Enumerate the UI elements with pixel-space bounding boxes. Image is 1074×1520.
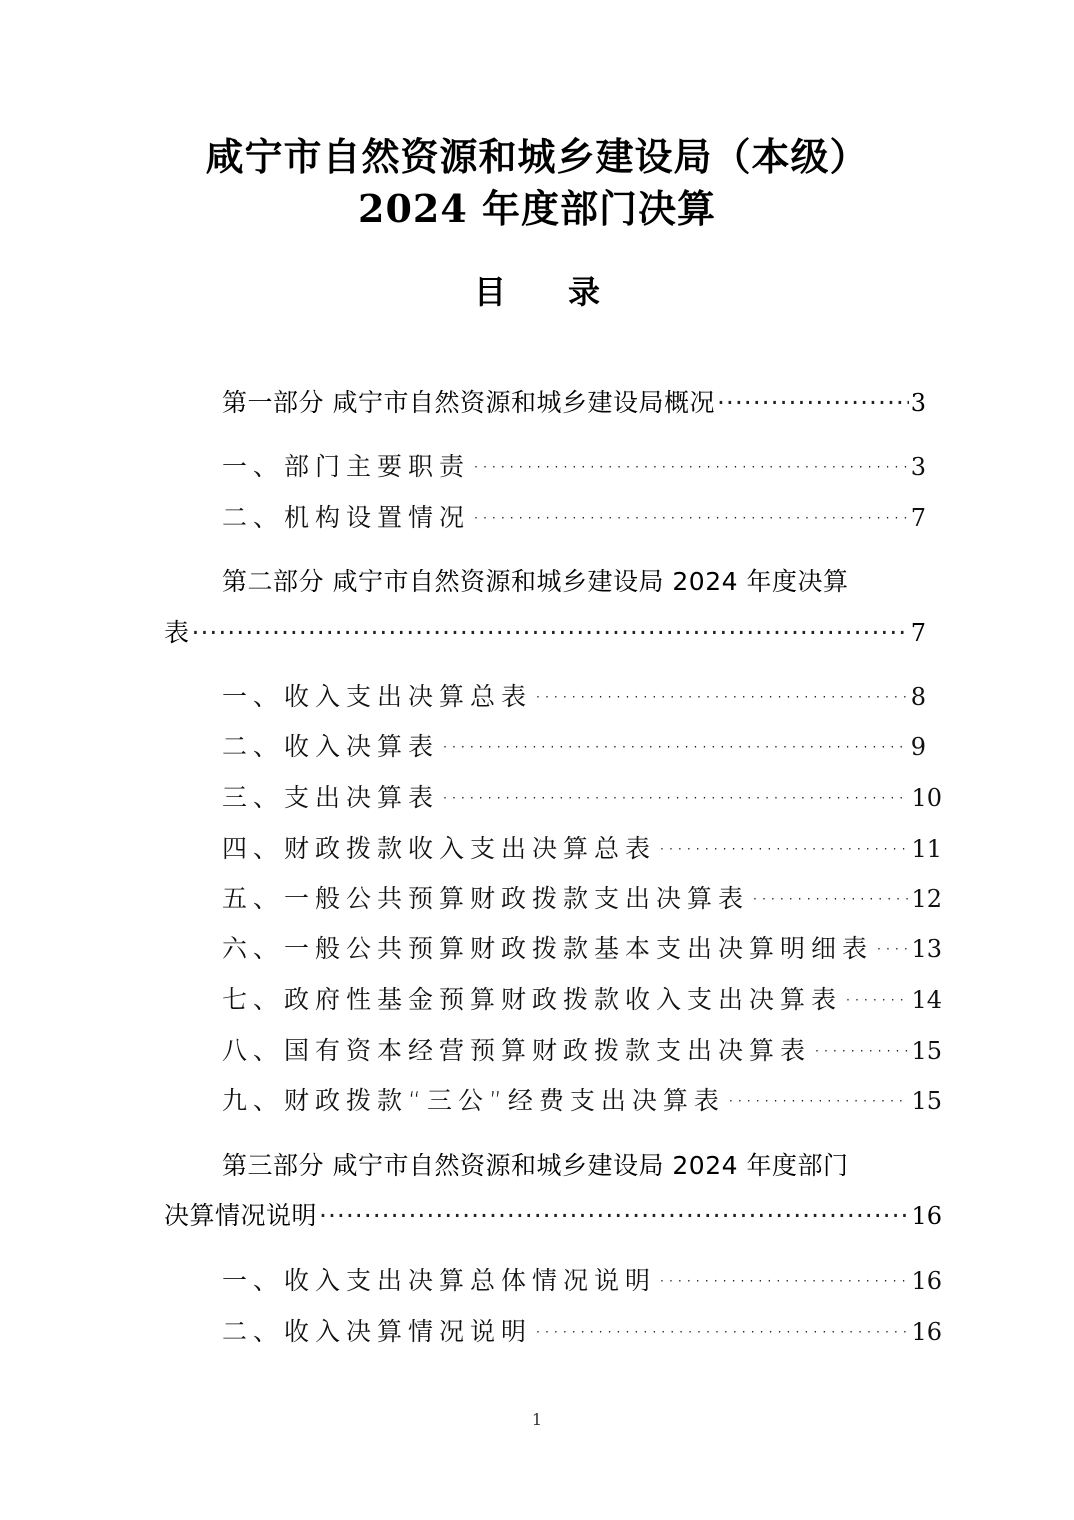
toc-leader-dots (472, 499, 909, 537)
toc-entry-label: 二、机构设置情况 (222, 503, 471, 532)
toc-entry[interactable] (222, 1313, 942, 1351)
toc-entry[interactable] (222, 728, 926, 766)
toc-entry[interactable] (222, 448, 926, 486)
toc-entry[interactable] (222, 830, 942, 868)
toc-entry-part3[interactable] (164, 1197, 942, 1235)
toc-part1-label: 第一部分 咸宁市自然资源和城乡建设局概况 (222, 388, 715, 417)
toc-entry-page: 10 (911, 784, 942, 812)
toc-entry[interactable] (222, 499, 926, 537)
toc-entry[interactable] (222, 981, 942, 1019)
toc-leader-dots (319, 1197, 909, 1235)
toc-entry[interactable] (222, 1032, 942, 1070)
toc-entry-part2[interactable] (164, 614, 926, 652)
toc-leader-dots (813, 1032, 909, 1070)
toc-heading (0, 270, 1074, 314)
toc-entry-page: 16 (911, 1318, 942, 1346)
toc-entry-part1[interactable] (222, 384, 926, 422)
toc-entry-label: 七、政府性基金预算财政拨款收入支出决算表 (222, 985, 843, 1014)
toc-entry-page: 3 (910, 453, 926, 481)
toc-entry-label: 九、财政拨款“三公”经费支出决算表 (222, 1086, 725, 1115)
toc-entry[interactable] (222, 880, 942, 918)
toc-leader-dots (751, 880, 909, 918)
toc-leader-dots (727, 1082, 910, 1120)
toc-entry-page: 7 (910, 504, 926, 532)
toc-leader-dots (192, 614, 909, 652)
toc-entry-page: 9 (910, 733, 926, 761)
toc-leader-dots (717, 384, 909, 422)
toc-leader-dots (472, 448, 909, 486)
toc-entry-page: 16 (911, 1267, 942, 1295)
toc-leader-dots (441, 779, 909, 817)
toc-entry-page: 13 (911, 935, 942, 963)
toc-heading-char-1: 目 (473, 273, 506, 311)
toc-leader-dots (534, 1313, 909, 1351)
toc-part2-label-line2: 表 (164, 618, 190, 647)
toc-part2-page: 7 (910, 619, 926, 647)
toc-entry-page: 11 (911, 835, 942, 863)
page-number: 1 (531, 1410, 543, 1429)
toc-entry-label: 二、收入决算表 (222, 732, 440, 761)
document-title-line2: 2024 年度部门决算 (358, 186, 716, 231)
document-title-line1: 咸宁市自然资源和城乡建设局（本级） (205, 134, 869, 179)
toc-entry-label: 六、一般公共预算财政拨款基本支出决算明细表 (222, 934, 874, 963)
toc-entry-label: 一、收入支出决算总体情况说明 (222, 1266, 657, 1295)
toc-entry-label: 一、收入支出决算总表 (222, 682, 533, 711)
toc-entry-label: 一、部门主要职责 (222, 452, 471, 481)
toc-leader-dots (534, 678, 909, 716)
toc-entry-label: 八、国有资本经营预算财政拨款支出决算表 (222, 1036, 812, 1065)
toc-leader-dots (875, 930, 909, 968)
toc-entry[interactable] (222, 1082, 942, 1120)
toc-part3-page: 16 (911, 1202, 942, 1230)
toc-entry-label: 三、支出决算表 (222, 783, 440, 812)
toc-entry-label: 二、收入决算情况说明 (222, 1317, 533, 1346)
toc-entry-page: 8 (910, 683, 926, 711)
toc-entry-page: 15 (911, 1087, 942, 1115)
toc-part3-label-line1[interactable]: 第三部分 咸宁市自然资源和城乡建设局 2024 年度部门 (222, 1151, 849, 1180)
toc-entry[interactable] (222, 678, 926, 716)
toc-leader-dots (441, 728, 909, 766)
toc-part1-page: 3 (910, 389, 926, 417)
toc-entry-page: 15 (911, 1037, 942, 1065)
toc-part3-label-line2: 决算情况说明 (164, 1201, 318, 1230)
toc-entry[interactable] (222, 930, 942, 968)
toc-leader-dots (844, 981, 909, 1019)
toc-leader-dots (658, 830, 909, 868)
toc-entry[interactable] (222, 1262, 942, 1300)
toc-entry-label: 五、一般公共预算财政拨款支出决算表 (222, 884, 750, 913)
toc-heading-char-2: 录 (568, 273, 601, 311)
toc-entry-page: 14 (911, 986, 942, 1014)
toc-leader-dots (658, 1262, 909, 1300)
toc-entry-page: 12 (911, 885, 942, 913)
toc-part2-label-line1[interactable]: 第二部分 咸宁市自然资源和城乡建设局 2024 年度决算 (222, 567, 849, 596)
toc-entry-label: 四、财政拨款收入支出决算总表 (222, 834, 657, 863)
toc-entry[interactable] (222, 779, 942, 817)
